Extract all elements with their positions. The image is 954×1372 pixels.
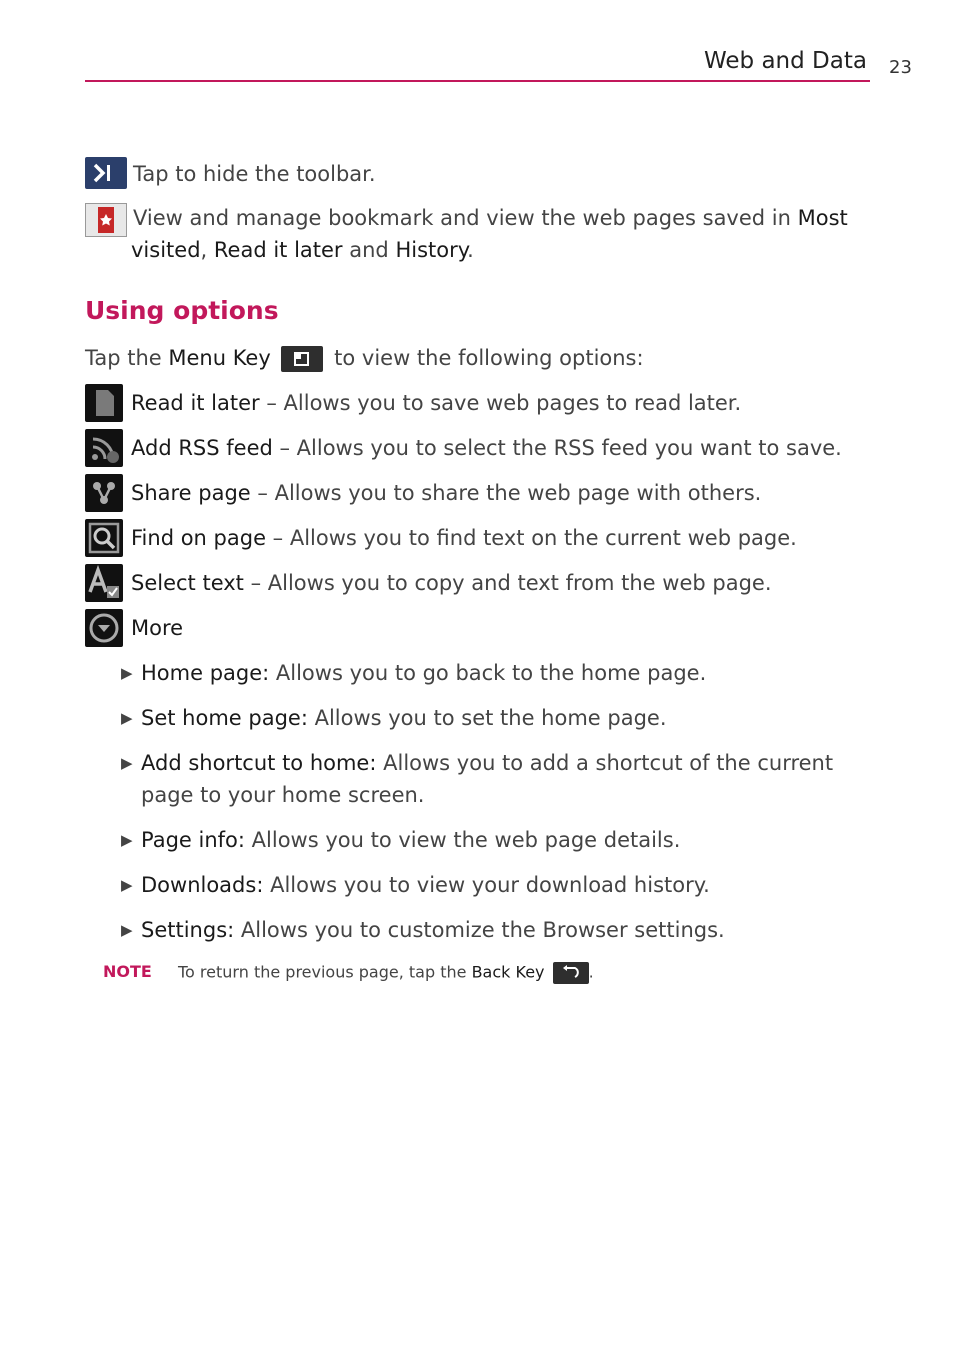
bookmark-text-line1: View and manage bookmark and view the web pages saved in Most <box>133 206 848 230</box>
bullet-arrow-icon: ▶ <box>121 876 133 894</box>
option-more: More <box>131 616 184 640</box>
more-item-settings: Settings: Allows you to customize the Browser settings. <box>141 918 725 942</box>
note-text: To return the previous page, tap the Back Key . <box>178 962 594 984</box>
more-item-downloads: Downloads: Allows you to view your download history. <box>141 873 710 897</box>
bullet-arrow-icon: ▶ <box>121 754 133 772</box>
header-title: Web and Data <box>704 48 867 74</box>
option-select-text: Select text – Allows you to copy and text from the web page. <box>131 571 772 595</box>
hide-toolbar-text: Tap to hide the toolbar. <box>133 162 376 186</box>
back-key-icon <box>553 962 589 984</box>
find-on-page-icon <box>85 519 123 557</box>
page-number: 23 <box>889 57 912 78</box>
bookmark-icon <box>85 203 127 237</box>
bullet-arrow-icon: ▶ <box>121 664 133 682</box>
more-item-add-shortcut-cont: page to your home screen. <box>141 783 425 807</box>
more-item-home-page: Home page: Allows you to go back to the home page. <box>141 661 707 685</box>
note-label: NOTE <box>103 962 152 981</box>
menu-key-icon <box>281 346 323 372</box>
rss-feed-icon <box>85 429 123 467</box>
menu-key-line: Tap the Menu Key to view the following options: <box>85 346 644 370</box>
option-add-rss-feed: Add RSS feed – Allows you to select the RSS feed you want to save. <box>131 436 842 460</box>
more-item-set-home-page: Set home page: Allows you to set the home page. <box>141 706 667 730</box>
bookmark-text-line2: visited, Read it later and History. <box>131 238 474 262</box>
more-item-page-info: Page info: Allows you to view the web page details. <box>141 828 681 852</box>
select-text-icon <box>85 564 123 602</box>
section-title: Using options <box>85 296 279 325</box>
header-divider <box>85 80 870 82</box>
option-share-page: Share page – Allows you to share the web page with others. <box>131 481 762 505</box>
option-find-on-page: Find on page – Allows you to find text on the current web page. <box>131 526 797 550</box>
hide-toolbar-icon <box>85 157 127 189</box>
more-icon <box>85 609 123 647</box>
bullet-arrow-icon: ▶ <box>121 831 133 849</box>
share-page-icon <box>85 474 123 512</box>
more-item-add-shortcut: Add shortcut to home: Allows you to add a shortcut of the current <box>141 751 834 775</box>
option-read-later: Read it later – Allows you to save web pages to read later. <box>131 391 742 415</box>
bullet-arrow-icon: ▶ <box>121 921 133 939</box>
read-later-icon <box>85 384 123 422</box>
bullet-arrow-icon: ▶ <box>121 709 133 727</box>
